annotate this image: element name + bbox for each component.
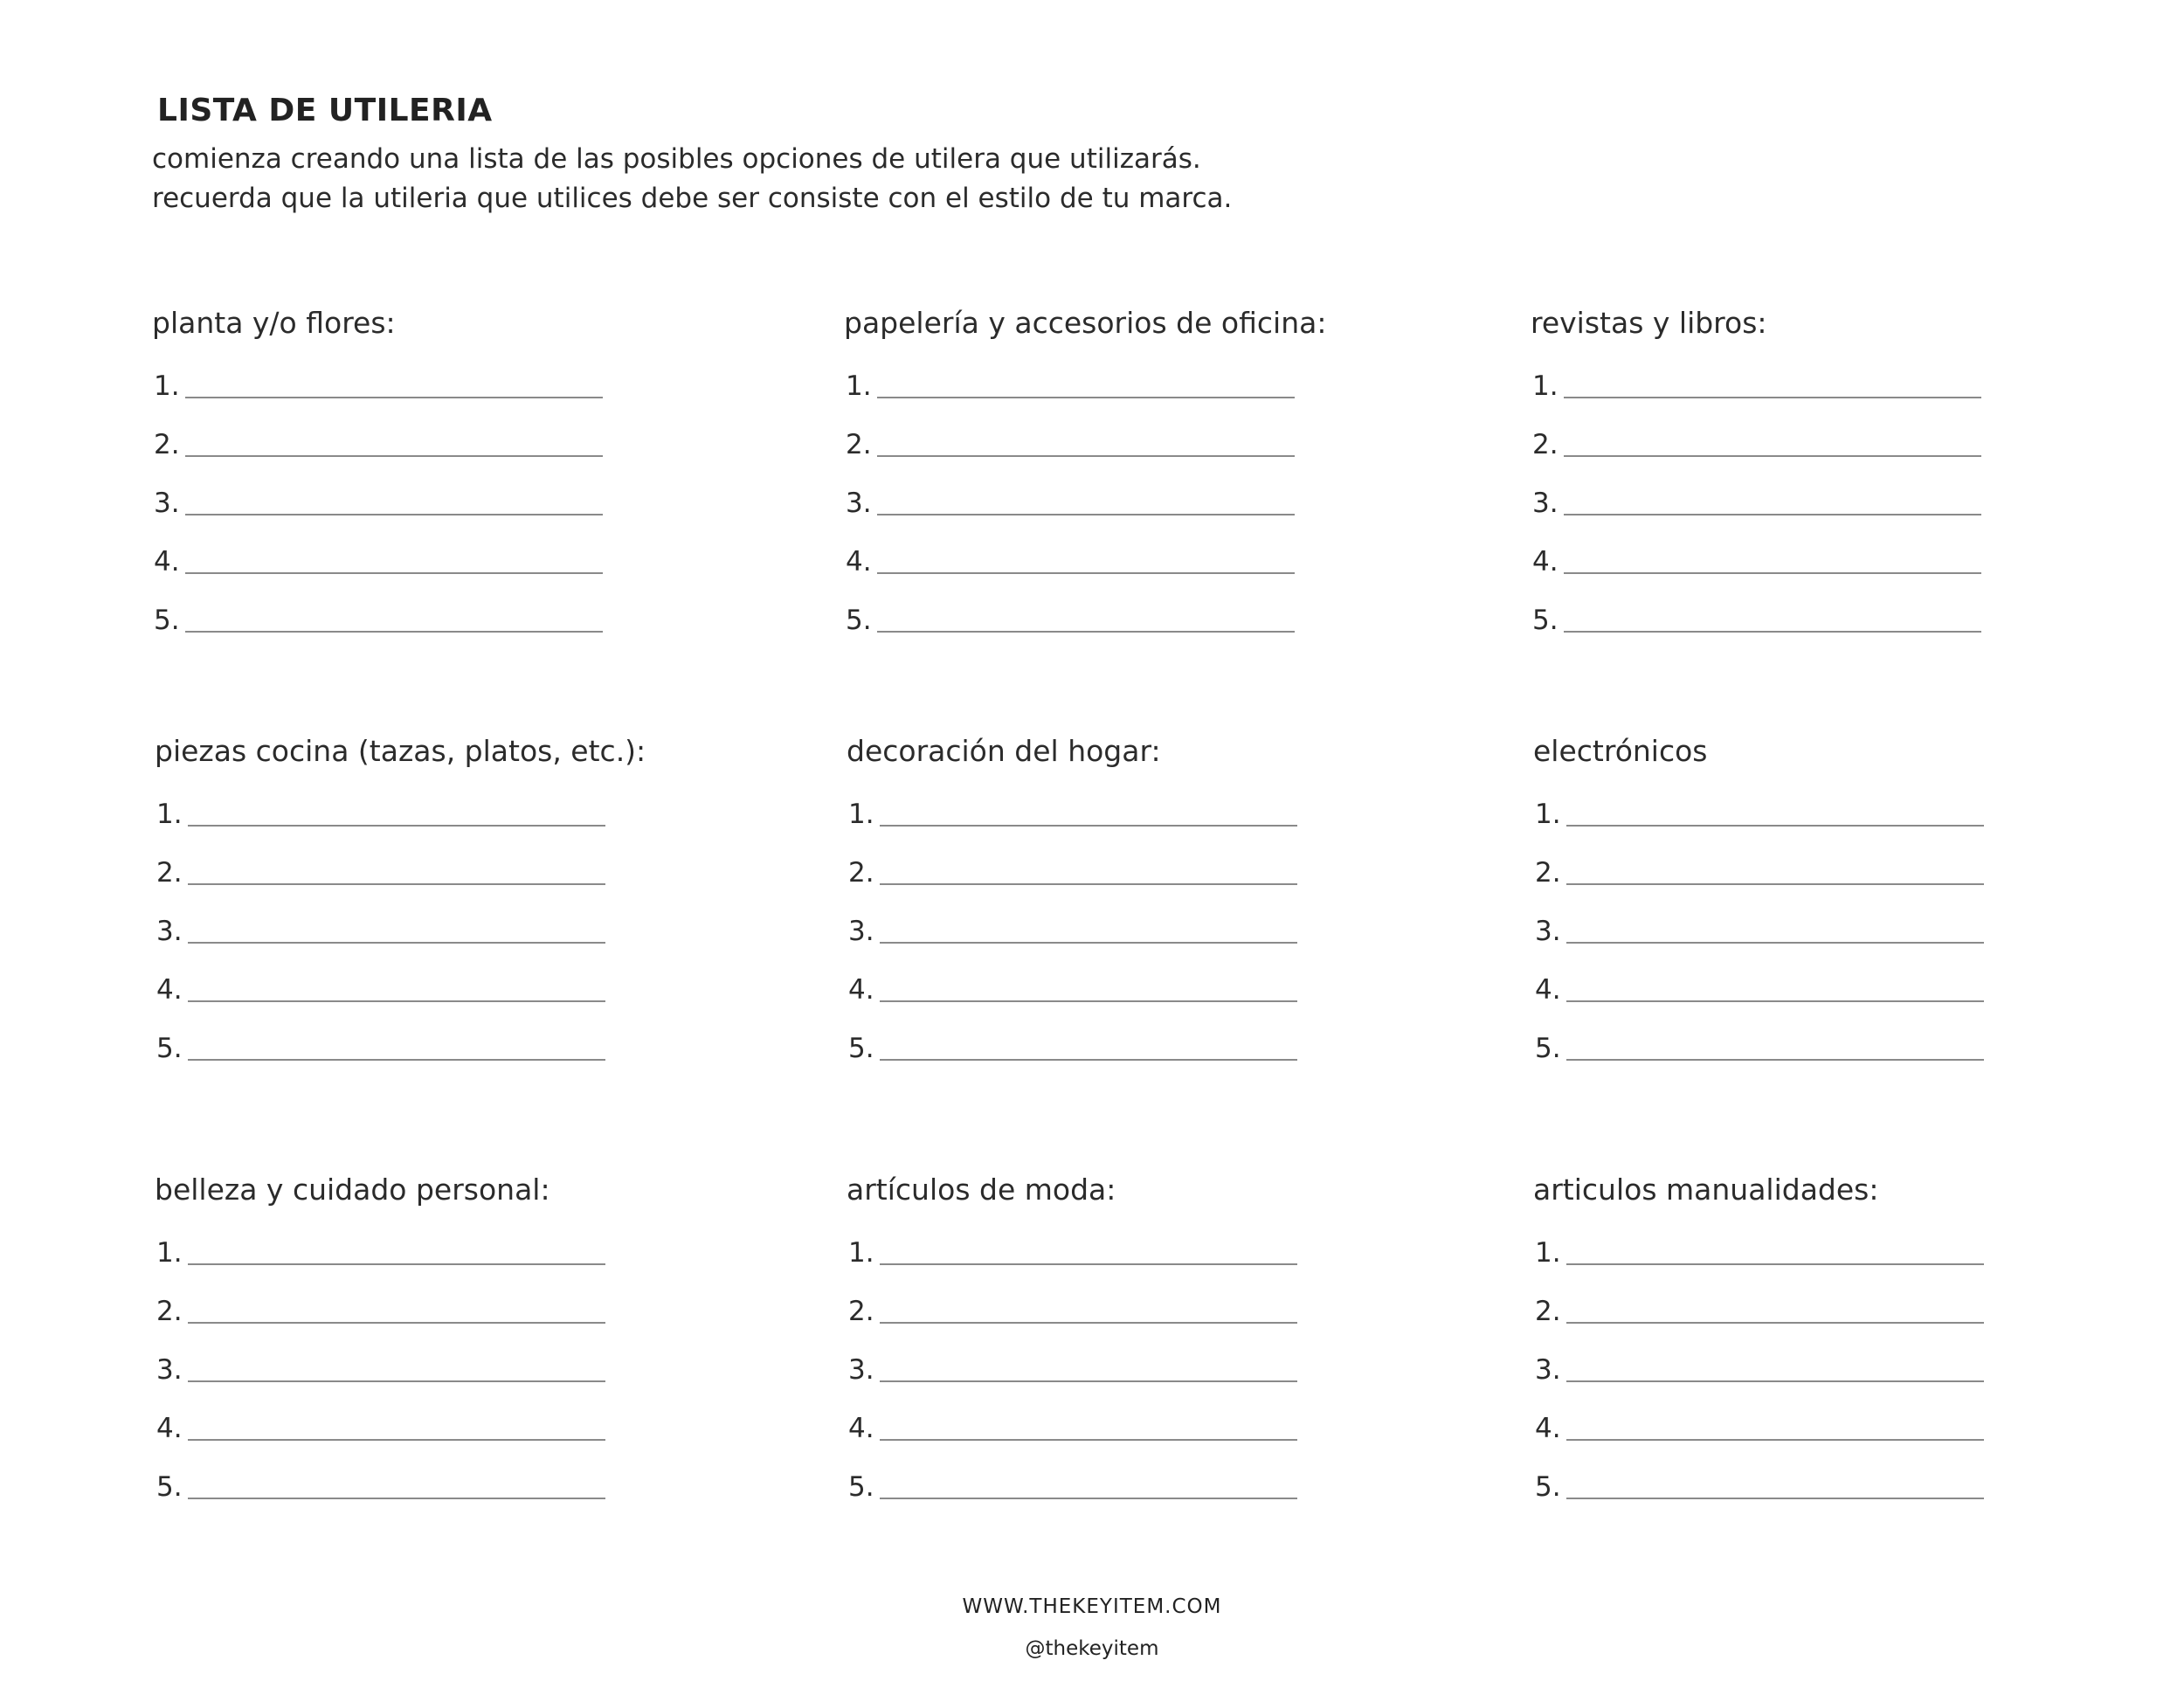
item-number: 1. <box>1532 370 1559 402</box>
list-item <box>1535 1464 1989 1503</box>
write-line[interactable] <box>877 572 1295 574</box>
item-number: 2. <box>846 429 872 460</box>
write-line[interactable] <box>880 1000 1297 1002</box>
write-line[interactable] <box>1564 455 1981 457</box>
write-line[interactable] <box>1566 1322 1984 1324</box>
item-number: 2. <box>848 857 874 889</box>
intro-line-1: comienza creando una lista de las posibles opciones de utilera que utilizarás. <box>152 143 1201 175</box>
write-line[interactable] <box>880 1439 1297 1441</box>
write-line[interactable] <box>877 631 1295 633</box>
item-number: 2. <box>156 1296 183 1327</box>
list-item <box>846 598 1300 636</box>
list-item <box>846 539 1300 578</box>
item-number: 5. <box>154 605 180 636</box>
item-number: 3. <box>1535 916 1561 947</box>
page-title: LISTA DE UTILERIA <box>157 93 493 128</box>
list-item <box>1535 909 1989 947</box>
list-item <box>1532 598 1987 636</box>
section-heading: revistas y libros: <box>1531 306 1767 340</box>
list-item <box>1535 1347 1989 1386</box>
write-line[interactable] <box>188 1322 605 1324</box>
section-heading: planta y/o flores: <box>152 306 396 340</box>
write-line[interactable] <box>188 942 605 944</box>
section-heading: decoración del hogar: <box>847 734 1161 768</box>
footer-website: WWW.THEKEYITEM.COM <box>962 1595 1222 1618</box>
write-line[interactable] <box>1564 631 1981 633</box>
list-item <box>848 792 1303 830</box>
item-number: 1. <box>156 799 183 830</box>
item-number: 4. <box>156 974 183 1006</box>
list-item <box>848 967 1303 1006</box>
list-item <box>154 598 608 636</box>
item-number: 4. <box>1535 1413 1561 1444</box>
section-heading: piezas cocina (tazas, platos, etc.): <box>155 734 646 768</box>
list-item <box>1535 1289 1989 1327</box>
item-number: 4. <box>848 1413 874 1444</box>
item-number: 3. <box>846 488 872 519</box>
list-item <box>1532 422 1987 460</box>
item-number: 4. <box>154 546 180 578</box>
list-item <box>156 1026 611 1064</box>
list-item <box>1532 539 1987 578</box>
list-item <box>156 967 611 1006</box>
item-number: 5. <box>156 1033 183 1064</box>
write-line[interactable] <box>1566 1000 1984 1002</box>
list-item <box>848 1464 1303 1503</box>
item-number: 3. <box>848 916 874 947</box>
write-line[interactable] <box>880 1263 1297 1265</box>
write-line[interactable] <box>1566 883 1984 885</box>
write-line[interactable] <box>188 1000 605 1002</box>
item-number: 4. <box>156 1413 183 1444</box>
write-line[interactable] <box>185 631 603 633</box>
item-number: 3. <box>1532 488 1559 519</box>
write-line[interactable] <box>1564 397 1981 398</box>
list-item <box>156 1230 611 1269</box>
list-item <box>156 1289 611 1327</box>
write-line[interactable] <box>1566 1263 1984 1265</box>
section-heading: electrónicos <box>1533 734 1708 768</box>
item-number: 2. <box>154 429 180 460</box>
item-number: 1. <box>848 1237 874 1269</box>
list-item <box>848 909 1303 947</box>
item-number: 4. <box>1532 546 1559 578</box>
section-heading: artículos de moda: <box>847 1173 1116 1207</box>
list-item <box>846 481 1300 519</box>
item-number: 5. <box>1535 1471 1561 1503</box>
write-line[interactable] <box>188 1059 605 1061</box>
footer-social-handle: @thekeyitem <box>1025 1637 1159 1660</box>
list-item <box>1535 1406 1989 1444</box>
item-number: 4. <box>848 974 874 1006</box>
list-item <box>848 1347 1303 1386</box>
list-item <box>1535 850 1989 889</box>
item-number: 2. <box>1532 429 1559 460</box>
item-number: 5. <box>846 605 872 636</box>
list-item <box>848 1026 1303 1064</box>
item-number: 1. <box>846 370 872 402</box>
item-number: 1. <box>848 799 874 830</box>
write-line[interactable] <box>880 1322 1297 1324</box>
write-line[interactable] <box>188 1498 605 1499</box>
list-item <box>154 539 608 578</box>
list-item <box>156 1347 611 1386</box>
list-item <box>154 481 608 519</box>
intro-text <box>152 140 1232 218</box>
item-number: 2. <box>1535 1296 1561 1327</box>
item-number: 3. <box>848 1354 874 1386</box>
item-number: 2. <box>848 1296 874 1327</box>
list-item <box>846 422 1300 460</box>
list-item <box>154 363 608 402</box>
item-number: 1. <box>1535 1237 1561 1269</box>
item-number: 1. <box>154 370 180 402</box>
write-line[interactable] <box>188 1380 605 1382</box>
write-line[interactable] <box>185 397 603 398</box>
item-number: 3. <box>154 488 180 519</box>
item-number: 1. <box>1535 799 1561 830</box>
write-line[interactable] <box>185 455 603 457</box>
write-line[interactable] <box>877 397 1295 398</box>
write-line[interactable] <box>880 825 1297 827</box>
section-heading: belleza y cuidado personal: <box>155 1173 550 1207</box>
list-item <box>848 1289 1303 1327</box>
write-line[interactable] <box>188 1263 605 1265</box>
write-line[interactable] <box>1566 1059 1984 1061</box>
item-number: 4. <box>846 546 872 578</box>
item-number: 5. <box>1535 1033 1561 1064</box>
list-item <box>156 850 611 889</box>
write-line[interactable] <box>185 572 603 574</box>
item-number: 4. <box>1535 974 1561 1006</box>
list-item <box>1535 792 1989 830</box>
write-line[interactable] <box>877 455 1295 457</box>
write-line[interactable] <box>880 942 1297 944</box>
section-heading: articulos manualidades: <box>1533 1173 1879 1207</box>
list-item <box>154 422 608 460</box>
item-number: 2. <box>156 857 183 889</box>
write-line[interactable] <box>877 514 1295 515</box>
write-line[interactable] <box>1566 942 1984 944</box>
write-line[interactable] <box>880 883 1297 885</box>
item-number: 2. <box>1535 857 1561 889</box>
item-number: 5. <box>156 1471 183 1503</box>
write-line[interactable] <box>1564 572 1981 574</box>
item-number: 3. <box>1535 1354 1561 1386</box>
write-line[interactable] <box>1564 514 1981 515</box>
write-line[interactable] <box>1566 1380 1984 1382</box>
write-line[interactable] <box>1566 825 1984 827</box>
list-item <box>156 792 611 830</box>
write-line[interactable] <box>880 1059 1297 1061</box>
item-number: 1. <box>156 1237 183 1269</box>
item-number: 5. <box>848 1033 874 1064</box>
item-number: 5. <box>1532 605 1559 636</box>
list-item <box>156 909 611 947</box>
list-item <box>848 1230 1303 1269</box>
list-item <box>156 1406 611 1444</box>
write-line[interactable] <box>188 883 605 885</box>
item-number: 3. <box>156 916 183 947</box>
list-item <box>1535 1230 1989 1269</box>
write-line[interactable] <box>188 825 605 827</box>
item-number: 3. <box>156 1354 183 1386</box>
list-item <box>1532 481 1987 519</box>
write-line[interactable] <box>1566 1498 1984 1499</box>
write-line[interactable] <box>880 1380 1297 1382</box>
list-item <box>1535 1026 1989 1064</box>
list-item <box>156 1464 611 1503</box>
section-heading: papelería y accesorios de oficina: <box>844 306 1327 340</box>
write-line[interactable] <box>185 514 603 515</box>
list-item <box>848 1406 1303 1444</box>
intro-line-2: recuerda que la utileria que utilices debe ser consiste con el estilo de tu marca. <box>152 183 1233 214</box>
list-item <box>846 363 1300 402</box>
list-item <box>1535 967 1989 1006</box>
list-item <box>1532 363 1987 402</box>
item-number: 5. <box>848 1471 874 1503</box>
write-line[interactable] <box>1566 1439 1984 1441</box>
list-item <box>848 850 1303 889</box>
write-line[interactable] <box>188 1439 605 1441</box>
write-line[interactable] <box>880 1498 1297 1499</box>
